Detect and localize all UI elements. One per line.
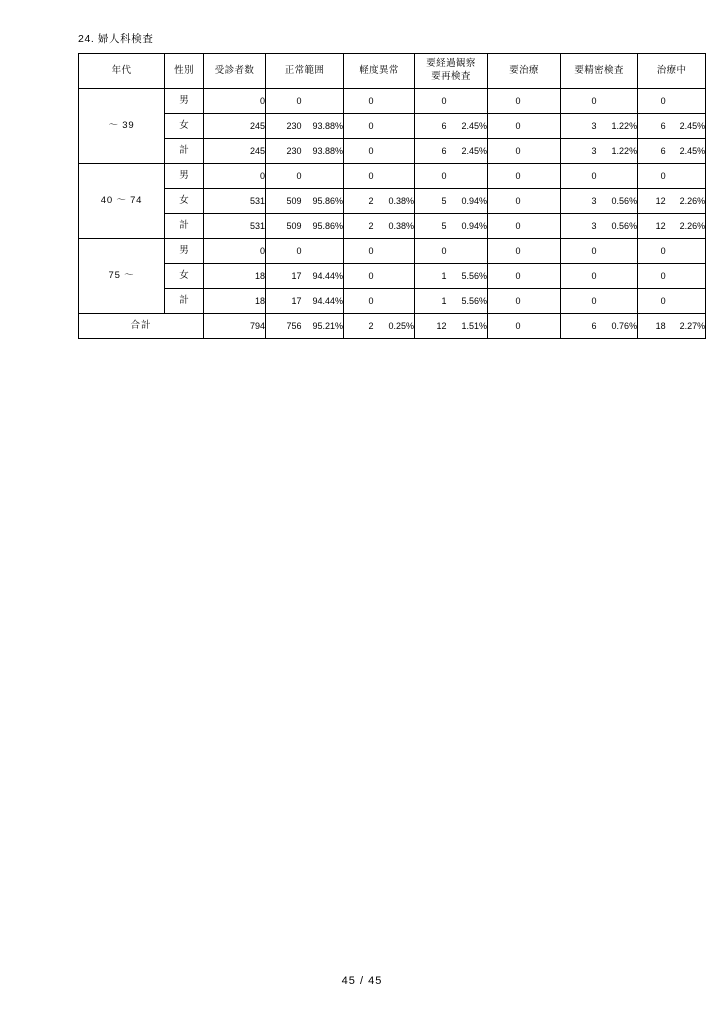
cell-mild-count: 0 [344, 289, 374, 314]
cell-examinees: 245 [204, 139, 266, 164]
cell-under-treatment-count: 0 [638, 289, 666, 314]
cell-mild-pct: 0.25% [374, 314, 415, 339]
cell-mild-count: 2 [344, 189, 374, 214]
cell-treatment-pct [521, 314, 561, 339]
cell-followup-pct [447, 164, 488, 189]
table-row [79, 239, 706, 264]
cell-mild-pct: 0.38% [374, 214, 415, 239]
cell-detailed-pct: 1.22% [597, 114, 638, 139]
cell-treatment-count: 0 [488, 289, 521, 314]
cell-normal-count: 0 [266, 164, 302, 189]
era-label: 〜 39 [79, 89, 165, 164]
cell-treatment-pct [521, 139, 561, 164]
cell-normal-pct [302, 239, 344, 264]
cell-treatment-pct [521, 289, 561, 314]
cell-mild-count: 0 [344, 114, 374, 139]
cell-normal-pct: 94.44% [302, 289, 344, 314]
cell-treatment-count: 0 [488, 89, 521, 114]
gynecology-results-table [78, 53, 706, 339]
cell-followup-pct: 5.56% [447, 264, 488, 289]
cell-normal-count: 509 [266, 189, 302, 214]
cell-detailed-pct: 0.56% [597, 214, 638, 239]
cell-normal-count: 509 [266, 214, 302, 239]
cell-treatment-pct [521, 214, 561, 239]
cell-examinees: 18 [204, 289, 266, 314]
header-followup-line2: 要再検査 [431, 71, 471, 82]
table-row [79, 289, 706, 314]
cell-detailed-pct [597, 239, 638, 264]
cell-treatment-count: 0 [488, 239, 521, 264]
cell-under-treatment-count: 6 [638, 139, 666, 164]
era-label: 40 〜 74 [79, 164, 165, 239]
cell-normal-pct [302, 164, 344, 189]
cell-examinees: 0 [204, 164, 266, 189]
total-label: 合計 [79, 314, 204, 339]
cell-mild-count: 2 [344, 314, 374, 339]
sex-label: 女 [165, 264, 204, 289]
cell-normal-count: 0 [266, 239, 302, 264]
cell-treatment-pct [521, 189, 561, 214]
cell-normal-pct: 93.88% [302, 114, 344, 139]
cell-treatment-count: 0 [488, 164, 521, 189]
table-row [79, 214, 706, 239]
cell-detailed-pct [597, 89, 638, 114]
cell-under-treatment-pct: 2.26% [666, 189, 706, 214]
cell-mild-pct [374, 114, 415, 139]
cell-under-treatment-pct [666, 89, 706, 114]
sex-label: 女 [165, 114, 204, 139]
cell-under-treatment-pct [666, 239, 706, 264]
header-examinees: 受診者数 [204, 54, 266, 89]
cell-mild-pct [374, 89, 415, 114]
cell-treatment-count: 0 [488, 214, 521, 239]
table-row [79, 114, 706, 139]
cell-examinees: 0 [204, 239, 266, 264]
header-detailed-exam: 要精密検査 [561, 54, 638, 89]
cell-under-treatment-pct: 2.26% [666, 214, 706, 239]
cell-under-treatment-pct [666, 164, 706, 189]
table-row [79, 164, 706, 189]
cell-detailed-count: 3 [561, 114, 597, 139]
cell-followup-count: 5 [415, 214, 447, 239]
cell-under-treatment-count: 0 [638, 89, 666, 114]
cell-under-treatment-count: 12 [638, 214, 666, 239]
table-row [79, 139, 706, 164]
cell-examinees: 794 [204, 314, 266, 339]
cell-normal-count: 0 [266, 89, 302, 114]
cell-followup-pct: 2.45% [447, 139, 488, 164]
cell-mild-count: 0 [344, 89, 374, 114]
cell-treatment-pct [521, 239, 561, 264]
cell-treatment-pct [521, 264, 561, 289]
cell-under-treatment-pct: 2.45% [666, 139, 706, 164]
cell-detailed-count: 0 [561, 239, 597, 264]
cell-under-treatment-count: 18 [638, 314, 666, 339]
cell-treatment-count: 0 [488, 189, 521, 214]
sex-label: 男 [165, 239, 204, 264]
cell-examinees: 0 [204, 89, 266, 114]
cell-under-treatment-count: 0 [638, 239, 666, 264]
cell-under-treatment-count: 0 [638, 264, 666, 289]
cell-examinees: 531 [204, 189, 266, 214]
cell-mild-pct [374, 164, 415, 189]
cell-detailed-count: 0 [561, 289, 597, 314]
cell-normal-pct [302, 89, 344, 114]
cell-examinees: 531 [204, 214, 266, 239]
cell-followup-pct: 1.51% [447, 314, 488, 339]
cell-normal-pct: 95.86% [302, 214, 344, 239]
header-sex: 性別 [165, 54, 204, 89]
cell-detailed-pct [597, 264, 638, 289]
cell-detailed-pct [597, 164, 638, 189]
cell-mild-count: 2 [344, 214, 374, 239]
header-normal-range: 正常範囲 [266, 54, 344, 89]
cell-detailed-pct: 0.56% [597, 189, 638, 214]
cell-followup-pct: 5.56% [447, 289, 488, 314]
table-row [79, 264, 706, 289]
cell-mild-count: 0 [344, 164, 374, 189]
cell-mild-count: 0 [344, 239, 374, 264]
cell-examinees: 18 [204, 264, 266, 289]
cell-normal-count: 17 [266, 289, 302, 314]
cell-followup-pct: 0.94% [447, 189, 488, 214]
cell-under-treatment-count: 12 [638, 189, 666, 214]
cell-followup-count: 5 [415, 189, 447, 214]
cell-mild-pct: 0.38% [374, 189, 415, 214]
cell-detailed-pct [597, 289, 638, 314]
cell-treatment-count: 0 [488, 139, 521, 164]
cell-examinees: 245 [204, 114, 266, 139]
cell-under-treatment-count: 0 [638, 164, 666, 189]
cell-normal-pct: 95.86% [302, 189, 344, 214]
header-followup-line1: 要経過観察 [426, 58, 476, 70]
cell-detailed-count: 6 [561, 314, 597, 339]
cell-normal-count: 230 [266, 114, 302, 139]
cell-followup-pct [447, 89, 488, 114]
cell-followup-count: 12 [415, 314, 447, 339]
cell-normal-pct: 94.44% [302, 264, 344, 289]
table-header-row [79, 54, 706, 89]
cell-followup-count: 6 [415, 139, 447, 164]
cell-detailed-count: 3 [561, 214, 597, 239]
header-mild-abnormality: 軽度異常 [344, 54, 415, 89]
cell-treatment-count: 0 [488, 314, 521, 339]
cell-mild-pct [374, 239, 415, 264]
sex-label: 計 [165, 139, 204, 164]
gynecology-results-table-wrapper [78, 53, 706, 339]
cell-followup-pct: 0.94% [447, 214, 488, 239]
cell-detailed-count: 0 [561, 164, 597, 189]
sex-label: 計 [165, 289, 204, 314]
cell-under-treatment-pct [666, 289, 706, 314]
cell-normal-count: 756 [266, 314, 302, 339]
cell-treatment-count: 0 [488, 114, 521, 139]
cell-treatment-pct [521, 114, 561, 139]
sex-label: 計 [165, 214, 204, 239]
cell-under-treatment-pct [666, 264, 706, 289]
cell-detailed-pct: 0.76% [597, 314, 638, 339]
cell-followup-count: 1 [415, 264, 447, 289]
sex-label: 女 [165, 189, 204, 214]
cell-followup-count: 6 [415, 114, 447, 139]
page-title: 24. 婦人科検査 [78, 33, 154, 45]
cell-mild-count: 0 [344, 139, 374, 164]
page-number: 45 / 45 [341, 975, 383, 987]
header-followup [415, 54, 488, 89]
cell-normal-pct: 95.21% [302, 314, 344, 339]
table-row [79, 89, 706, 114]
header-era: 年代 [79, 54, 165, 89]
cell-mild-pct [374, 139, 415, 164]
cell-mild-pct [374, 289, 415, 314]
cell-followup-pct: 2.45% [447, 114, 488, 139]
table-total-row [79, 314, 706, 339]
cell-mild-pct [374, 264, 415, 289]
cell-detailed-pct: 1.22% [597, 139, 638, 164]
cell-under-treatment-pct: 2.27% [666, 314, 706, 339]
table-row [79, 189, 706, 214]
header-under-treatment: 治療中 [638, 54, 706, 89]
header-treatment-needed: 要治療 [488, 54, 561, 89]
sex-label: 男 [165, 89, 204, 114]
cell-detailed-count: 0 [561, 89, 597, 114]
cell-treatment-pct [521, 164, 561, 189]
cell-normal-count: 230 [266, 139, 302, 164]
cell-detailed-count: 3 [561, 189, 597, 214]
era-label: 75 〜 [79, 239, 165, 314]
cell-normal-count: 17 [266, 264, 302, 289]
cell-under-treatment-pct: 2.45% [666, 114, 706, 139]
cell-followup-count: 1 [415, 289, 447, 314]
cell-followup-count: 0 [415, 239, 447, 264]
cell-under-treatment-count: 6 [638, 114, 666, 139]
cell-followup-count: 0 [415, 164, 447, 189]
cell-detailed-count: 0 [561, 264, 597, 289]
sex-label: 男 [165, 164, 204, 189]
cell-detailed-count: 3 [561, 139, 597, 164]
cell-normal-pct: 93.88% [302, 139, 344, 164]
cell-mild-count: 0 [344, 264, 374, 289]
cell-followup-pct [447, 239, 488, 264]
cell-treatment-count: 0 [488, 264, 521, 289]
cell-treatment-pct [521, 89, 561, 114]
cell-followup-count: 0 [415, 89, 447, 114]
